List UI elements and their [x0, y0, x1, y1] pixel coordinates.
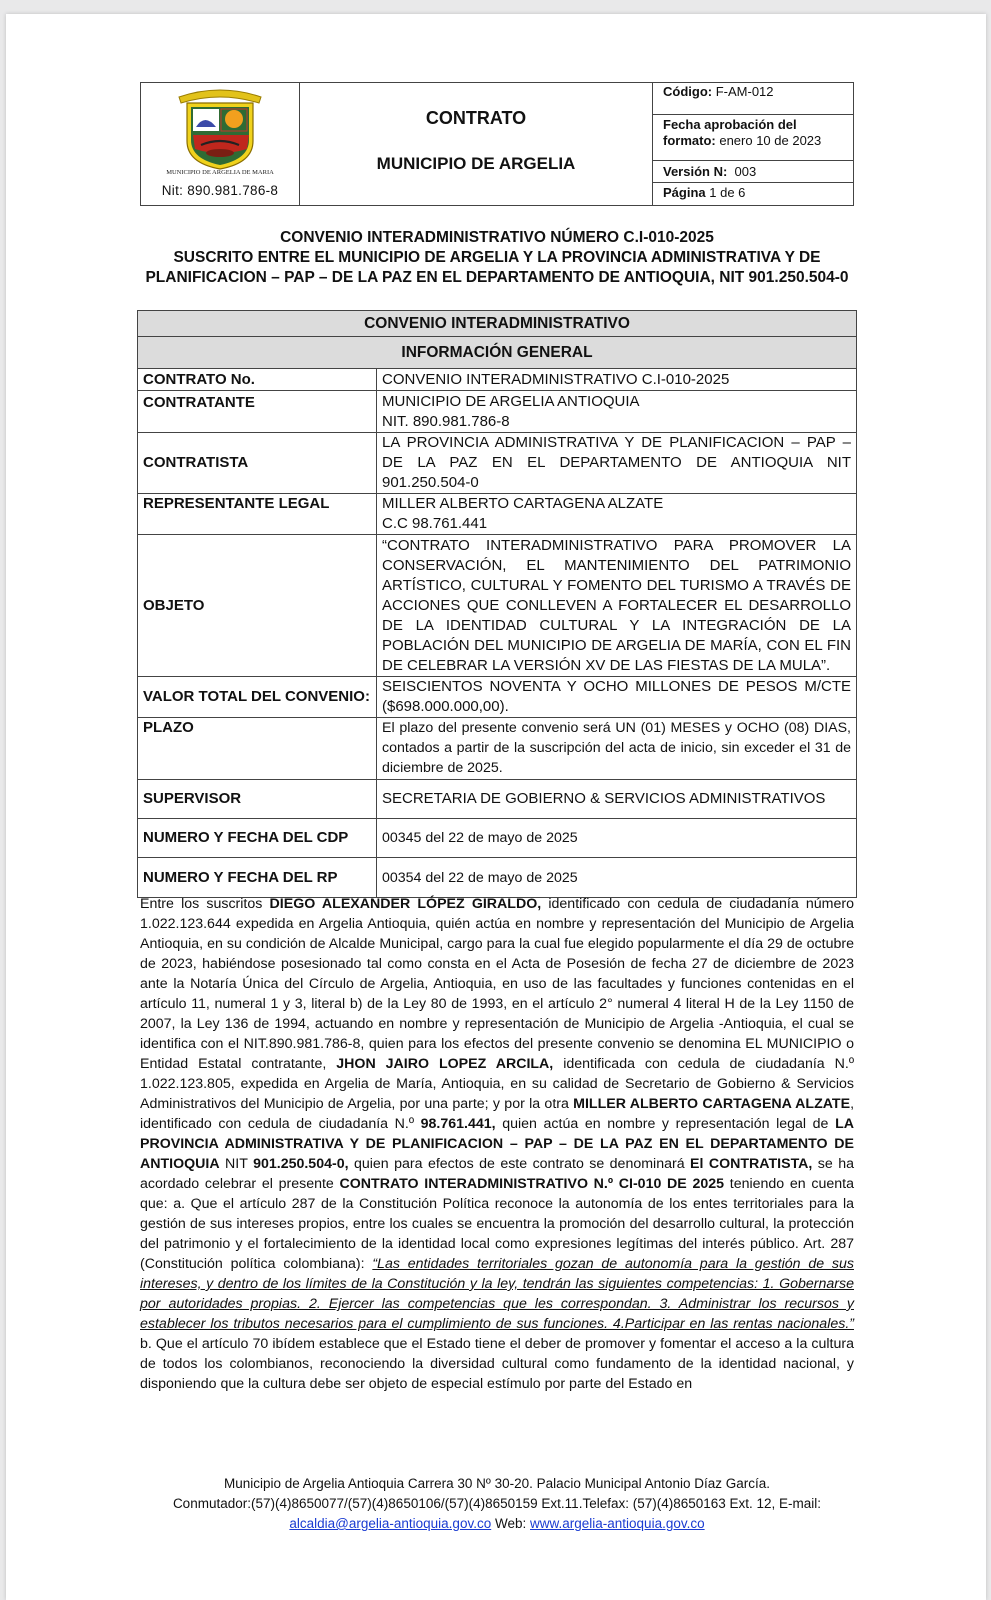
- info-table: [137, 310, 857, 898]
- logo-caption: MUNICIPIO DE ARGELIA DE MARIA: [166, 169, 274, 176]
- table-row: [138, 718, 857, 780]
- body-text: identificado con cedula de ciudadanía número 1.022.123.644 expedida en Argelia Antioquia, quién actúa en nombre y representación del Municipio de Argelia Antioquia, en su condición de Alcalde Municipal, cargo para la cual fue elegido popularmente el día 29 de octubre de 2023, habiéndose posesionado tal como consta en el Acta de Posesión de fecha 27 de diciembre de 2023 ante la Notaría Única del Círculo de Argelia, Antioquia, en uso de las facultades y funciones contenidas en el artículo 11, numeral 1 y 3, literal b) de la Ley 80 de 1993, en el artículo 2° numeral 4 literal H de la Ley 1150 de 2007, la Ley 136 de 1994, actuando en nombre y representación de Municipio de Argelia -Antioquia, el cual se identifica con el NIT.890.981.786-8, quien para los efectos del presente convenio se denomina EL MUNICIPIO o Entidad Estatal contratante,: [140, 896, 854, 1072]
- table-header-row: [138, 311, 857, 337]
- document-title: [140, 228, 854, 288]
- body-text: se ha acordado celebrar el presente: [140, 1156, 854, 1192]
- pagina-label: Página: [663, 185, 706, 200]
- constitution-quote: “Las entidades territoriales gozan de autonomía para la gestión de sus intereses, y dentro de los límites de la Constitución y la ley, tendrán las siguientes competencias: 1. Gobernarse por autoridades propias. 2. Ejercer las competencias que les correspondan. 3. Administrar los recursos y establecer los tributos necesarios para el cumplimiento de sus funciones. 4.Participar en las rentas nacionales.”: [140, 1256, 854, 1332]
- table-row: [138, 369, 857, 391]
- contract-reference: CONTRATO INTERADMINISTRATIVO N.º CI-010 DE 2025: [339, 1176, 725, 1192]
- body-paragraph: [140, 894, 854, 1394]
- body-text: b. Que el artículo 70 ibídem establece que el Estado tiene el deber de promover y fomentar el acceso a la cultura de todos los colombianos, reconociendo la diversidad cultural como fundamento de la identidad nacional, y disponiendo que la cultura debe ser objeto de especial estímulo por parte del Estado en: [140, 1336, 854, 1392]
- signatory-name: MILLER ALBERTO CARTAGENA ALZATE: [573, 1096, 851, 1112]
- row-key: REPRESENTANTE LEGAL: [138, 494, 377, 535]
- row-key: OBJETO: [138, 535, 377, 677]
- table-row: [138, 819, 857, 858]
- body-text: NIT: [219, 1156, 254, 1172]
- pagina-value: 1 de 6: [709, 185, 746, 200]
- row-key: CONTRATISTA: [138, 433, 377, 494]
- row-value-line: NIT. 890.981.786-8: [382, 412, 510, 430]
- version-value: 003: [734, 164, 757, 179]
- nit-number: 901.250.504-0,: [253, 1156, 349, 1172]
- row-key: VALOR TOTAL DEL CONVENIO:: [138, 677, 377, 718]
- party-label: El CONTRATISTA,: [690, 1156, 813, 1172]
- entity-name: LA PROVINCIA ADMINISTRATIVA Y DE PLANIFICACION – PAP – DE LA PAZ EN EL DEPARTAMENTO DE ANTIOQUIA: [140, 1116, 854, 1172]
- table-row: [138, 391, 857, 433]
- row-value: LA PROVINCIA ADMINISTRATIVA Y DE PLANIFICACION – PAP – DE LA PAZ EN EL DEPARTAMENTO DE ANTIOQUIA NIT 901.250.504-0: [377, 433, 857, 494]
- table-header-2: INFORMACIÓN GENERAL: [138, 337, 857, 369]
- table-header-row: [138, 337, 857, 369]
- row-value: 00345 del 22 de mayo de 2025: [377, 819, 857, 858]
- table-header-1: CONVENIO INTERADMINISTRATIVO: [138, 311, 857, 337]
- footer-address: Municipio de Argelia Antioquia Carrera 30 Nº 30-20. Palacio Municipal Antonio Díaz García.: [224, 1476, 770, 1491]
- fecha-row: [653, 115, 853, 161]
- web-label: Web:: [494, 1516, 527, 1531]
- row-key: NUMERO Y FECHA DEL CDP: [138, 819, 377, 858]
- table-row: [138, 677, 857, 718]
- email-link[interactable]: alcaldia@argelia-antioquia.gov.co: [289, 1516, 492, 1531]
- row-value-line: C.C 98.761.441: [382, 515, 488, 532]
- body-text: identificada con cedula de ciudadanía N.º 1.022.123.805, expedida en Argelia de María, Antioquia, en su calidad de Secretario de Gobierno & Servicios Administrativos del Municipio de Argelia, por una parte; y por la otra: [140, 1056, 855, 1112]
- header-title-cell: [300, 83, 653, 205]
- footer-phones: Conmutador:(57)(4)8650077/(57)(4)8650106/(57)(4)8650159 Ext.11.Telefax: (57)(4)8650163 Ext. 12, E-mail:: [172, 1496, 822, 1511]
- signatory-name: DIEGO ALEXANDER LÓPEZ GIRALDO,: [269, 896, 542, 912]
- row-value-line: MILLER ALBERTO CARTAGENA ALZATE: [382, 495, 664, 512]
- table-row: [138, 780, 857, 819]
- body-text: teniendo en cuenta que: a. Que el artículo 287 de la Constitución Política reconoce la autonomía de los entes territoriales para la gestión de sus intereses propios, entre los cuales se encuentra la promoción del desarrollo cultural, la protección del patrimonio y el fortalecimiento de la identidad local como expresiones legítimas del interés público. Art. 287 (Constitución política colombiana):: [140, 1176, 854, 1272]
- signatory-name: JHON JAIRO LOPEZ ARCILA,: [336, 1056, 554, 1072]
- body-text: Entre los suscritos: [140, 896, 270, 912]
- municipal-shield-icon: [141, 83, 299, 173]
- header-meta-cell: [653, 83, 853, 205]
- title-line-1: CONVENIO INTERADMINISTRATIVO NÚMERO C.I-010-2025: [280, 229, 714, 246]
- row-value: [377, 494, 857, 535]
- codigo-value: F-AM-012: [715, 84, 774, 99]
- id-number: 98.761.441,: [420, 1116, 496, 1132]
- body-text: quien actúa en nombre y representación legal de: [495, 1116, 836, 1132]
- header-subtitle: MUNICIPIO DE ARGELIA: [376, 154, 576, 173]
- footer-links: [140, 1514, 854, 1534]
- row-value: CONVENIO INTERADMINISTRATIVO C.I-010-2025: [377, 369, 857, 391]
- page-footer: [140, 1474, 854, 1534]
- row-value: “CONTRATO INTERADMINISTRATIVO PARA PROMOVER LA CONSERVACIÓN, EL MANTENIMIENTO DEL PATRIMONIO ARTÍSTICO, CULTURAL Y FOMENTO DEL TURISMO A TRAVÉS DE ACCIONES QUE CONLLEVEN A FORTALECER EL DESARROLLO DE LA IDENTIDAD CULTURAL Y LA INTEGRACIÓN DE LA POBLACIÓN DEL MUNICIPIO DE ARGELIA DE MARÍA, CON EL FIN DE CELEBRAR LA VERSIÓN XV DE LAS FIESTAS DE LA MULA”.: [377, 535, 857, 677]
- version-label: Versión N:: [663, 164, 728, 179]
- row-value: El plazo del presente convenio será UN (01) MESES y OCHO (08) DIAS, contados a partir de la suscripción del acta de inicio, sin exceder el 31 de diciembre de 2025.: [377, 718, 857, 780]
- table-row: [138, 858, 857, 898]
- row-key: CONTRATANTE: [138, 391, 377, 433]
- fecha-label: Fecha aprobación del formato:: [663, 117, 797, 148]
- row-value: SECRETARIA DE GOBIERNO & SERVICIOS ADMINISTRATIVOS: [377, 780, 857, 819]
- header-nit: Nit: 890.981.786-8: [161, 183, 279, 198]
- logo-cell: [141, 83, 300, 205]
- website-link[interactable]: www.argelia-antioquia.gov.co: [530, 1516, 705, 1531]
- row-key: SUPERVISOR: [138, 780, 377, 819]
- codigo-label: Código:: [663, 84, 713, 99]
- body-text: quien para efectos de este contrato se denominará: [348, 1156, 691, 1172]
- version-row: [653, 161, 853, 183]
- title-line-2: SUSCRITO ENTRE EL MUNICIPIO DE ARGELIA Y LA PROVINCIA ADMINISTRATIVA Y DE: [173, 249, 821, 266]
- row-value: 00354 del 22 de mayo de 2025: [377, 858, 857, 898]
- fecha-value: enero 10 de 2023: [719, 133, 822, 148]
- table-row: [138, 433, 857, 494]
- header-title: CONTRATO: [425, 108, 527, 128]
- title-line-3: PLANIFICACION – PAP – DE LA PAZ EN EL DEPARTAMENTO DE ANTIOQUIA, NIT 901.250.504-0: [145, 269, 849, 286]
- document-header: [140, 82, 854, 206]
- codigo-row: [653, 83, 853, 115]
- body-text: , identificado con cedula de ciudadanía N.º: [140, 1096, 855, 1132]
- row-value-line: MUNICIPIO DE ARGELIA ANTIOQUIA: [382, 392, 640, 410]
- row-key: CONTRATO No.: [138, 369, 377, 391]
- table-row: [138, 535, 857, 677]
- row-key: PLAZO: [138, 718, 377, 780]
- table-row: [138, 494, 857, 535]
- row-value: SEISCIENTOS NOVENTA Y OCHO MILLONES DE PESOS M/CTE ($698.000.000,00).: [377, 677, 857, 718]
- pagina-row: [653, 183, 853, 205]
- row-key: NUMERO Y FECHA DEL RP: [138, 858, 377, 898]
- row-value: [377, 391, 857, 433]
